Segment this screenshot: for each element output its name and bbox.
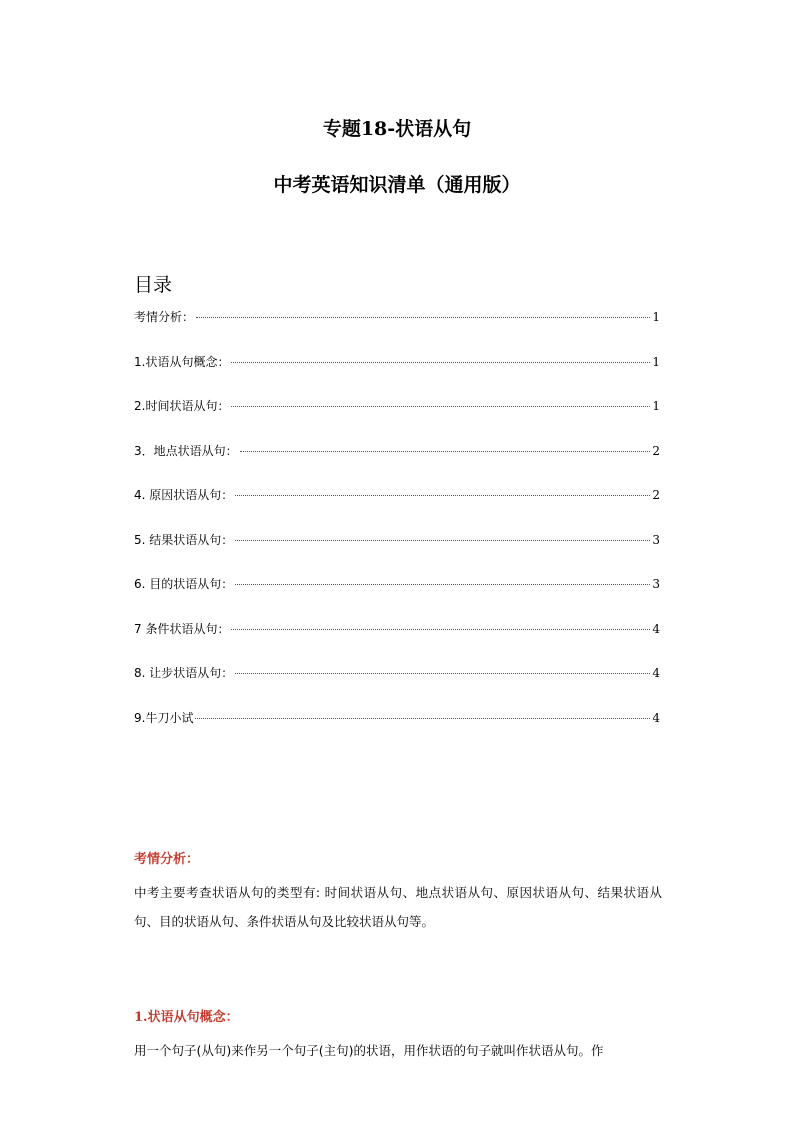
toc-leader-dots (235, 540, 650, 541)
toc-entry-page: 4 (652, 710, 660, 725)
toc-leader-dots (235, 584, 650, 585)
toc-leader-dots (235, 495, 650, 496)
toc-heading: 目录 (134, 274, 173, 296)
toc-entry-page: 1 (652, 354, 660, 369)
toc-leader-dots (195, 718, 650, 719)
toc-entry-label: 9.牛刀小试 (134, 710, 194, 725)
toc-entry-label: 8. 让步状语从句： (134, 666, 234, 680)
toc-leader-dots (231, 629, 650, 630)
table-of-contents (134, 308, 660, 753)
document-title: 专题18-状语从句 (322, 118, 472, 140)
document-subtitle: 中考英语知识清单（通用版） (273, 174, 521, 196)
toc-entry-label: 7 条件状语从句： (134, 621, 230, 636)
toc-entry-page: 3 (652, 577, 660, 591)
toc-entry-page: 1 (652, 399, 660, 413)
toc-leader-dots (196, 317, 650, 318)
section-body-concept: 用一个句子(从句)来作另一个句子(主句)的状语，用作状语的句子就叫作状语从句。作 (134, 1043, 604, 1058)
toc-leader-dots (240, 451, 651, 452)
toc-entry-page: 3 (652, 532, 660, 547)
toc-entry-label: 5. 结果状语从句： (134, 532, 234, 547)
toc-leader-dots (231, 362, 650, 363)
toc-entry[interactable] (134, 664, 660, 709)
toc-entry[interactable] (134, 353, 660, 398)
toc-entry[interactable] (134, 709, 660, 754)
toc-entry[interactable] (134, 575, 660, 620)
section-body-analysis: 中考主要考查状语从句的类型有: 时间状语从句、地点状语从句、原因状语从句、结果状语从句、目的状语从句、条件状语从句及比较状语从句等。 (134, 885, 662, 929)
toc-entry[interactable] (134, 486, 660, 531)
section-heading-analysis: 考情分析： (134, 852, 200, 867)
toc-entry-label: 1.状语从句概念： (134, 354, 230, 369)
toc-entry[interactable] (134, 442, 660, 487)
toc-leader-dots (231, 406, 650, 407)
toc-leader-dots (235, 673, 650, 674)
toc-entry-label: 6. 目的状语从句： (134, 577, 234, 591)
toc-entry-page: 2 (652, 488, 660, 502)
toc-entry[interactable] (134, 620, 660, 665)
toc-entry-label: 2.时间状语从句： (134, 399, 230, 413)
toc-entry-page: 4 (652, 666, 660, 680)
section-heading-concept: 1.状语从句概念： (134, 1010, 239, 1025)
toc-entry-label: 4. 原因状语从句： (134, 488, 234, 502)
toc-entry[interactable] (134, 397, 660, 442)
toc-entry[interactable] (134, 531, 660, 576)
toc-entry-label: 3．地点状语从句： (134, 443, 238, 458)
toc-entry-label: 考情分析： (134, 310, 195, 324)
toc-entry-page: 4 (652, 621, 660, 636)
toc-entry-page: 2 (652, 443, 660, 458)
toc-entry-page: 1 (652, 310, 660, 324)
toc-entry[interactable] (134, 308, 660, 353)
